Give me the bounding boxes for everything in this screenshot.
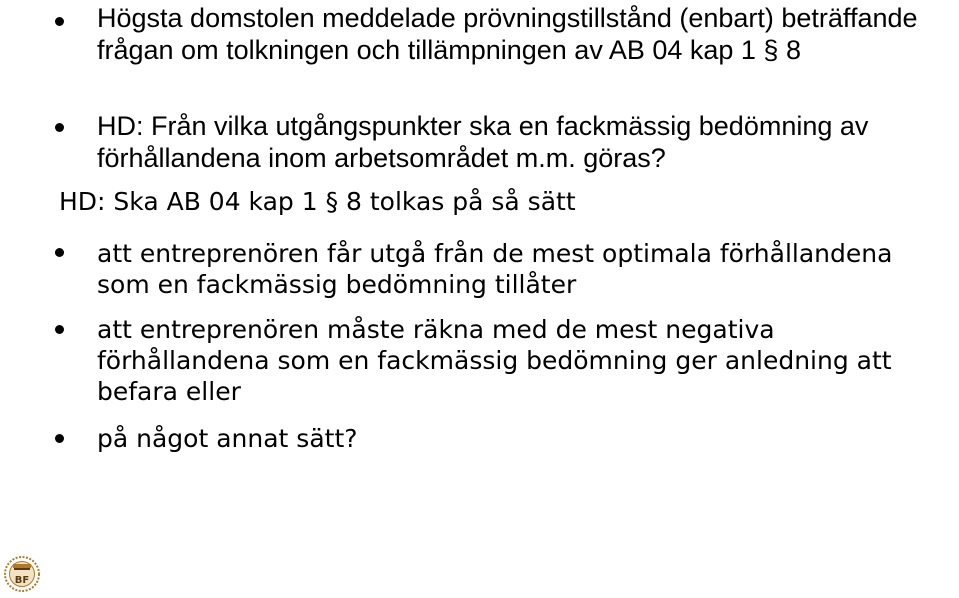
bullet-icon [55, 123, 64, 132]
bullet-text: Högsta domstolen meddelade prövningstillstånd (enbart) beträffande frågan om tolkningen och tillämpningen av AB 04 kap 1 § 8 [97, 3, 918, 65]
bullet-icon [55, 17, 64, 26]
bf-seal-icon [4, 555, 40, 593]
section-heading: HD: Ska AB 04 kap 1 § 8 tolkas på så sätt [59, 187, 576, 216]
bullet-icon [55, 434, 64, 443]
bullet-text: HD: Från vilka utgångspunkter ska en fackmässig bedömning av förhållandena inom arbetsområdet m.m. göras? [97, 111, 869, 173]
bullet-text: att entreprenören får utgå från de mest optimala förhållandena som en fackmässig bedömning tillåter [97, 239, 893, 299]
bullet-icon [55, 325, 64, 334]
logo-text: BF [14, 575, 30, 586]
bullet-icon [55, 248, 64, 257]
bullet-text: att entreprenören måste räkna med de mest negativa förhållandena som en fackmässig bedömning ger anledning att befara eller [97, 315, 892, 406]
bullet-text: på något annat sätt? [97, 424, 358, 453]
